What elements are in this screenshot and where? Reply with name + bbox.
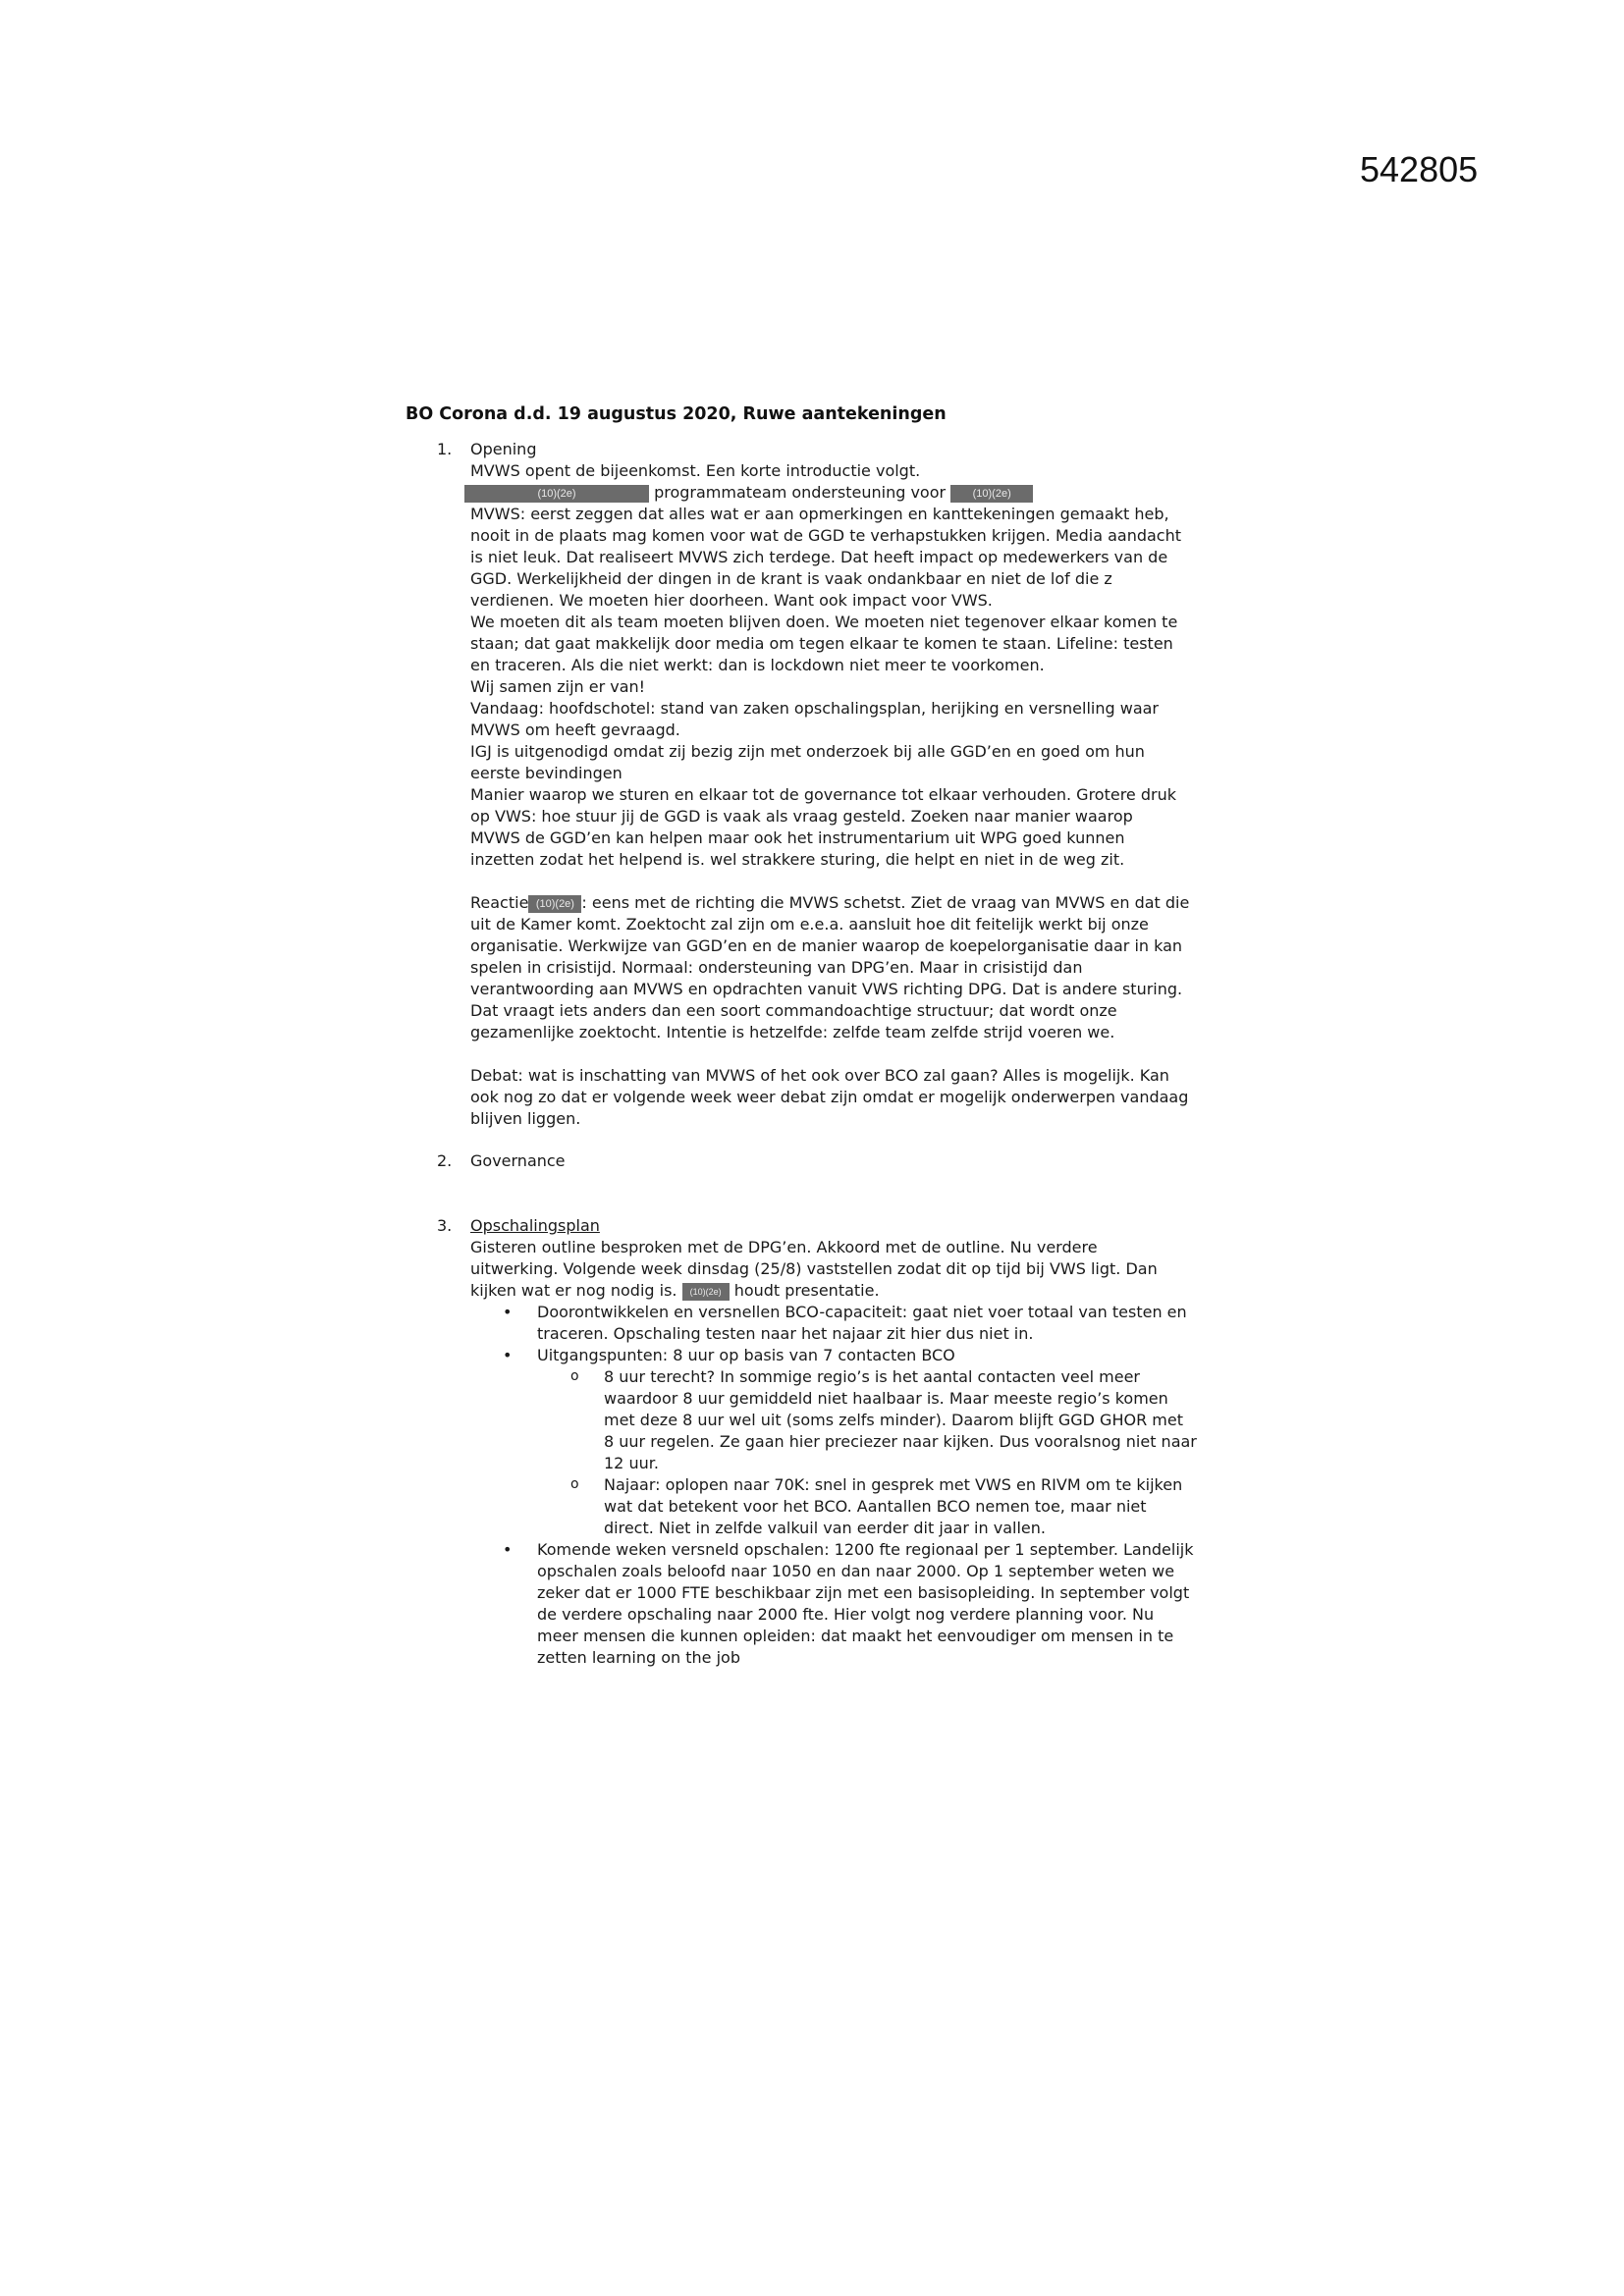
- redacted-line-text: programmateam ondersteuning voor: [654, 483, 947, 502]
- section-title: Opening: [470, 440, 537, 458]
- text-line: traceren. Opschaling testen naar het najaar zit hier dus niet in.: [537, 1324, 1034, 1343]
- text-line: 8 uur regelen. Ze gaan hier preciezer naar kijken. Dus vooralsnog niet naar: [604, 1432, 1197, 1451]
- bullet-item: [470, 1345, 1246, 1539]
- redaction-box: (10)(2e): [528, 895, 581, 913]
- section-title: Governance: [470, 1151, 566, 1170]
- text-line: is niet leuk. Dat realiseert MVWS zich terdege. Dat heeft impact op medewerkers van de: [470, 548, 1168, 566]
- section-body: [470, 1150, 1246, 1172]
- text-line: verantwoording aan MVWS en opdrachten vanuit VWS richting DPG. Dat is andere sturing.: [470, 980, 1183, 998]
- text-line: wat dat betekent voor het BCO. Aantallen BCO nemen toe, maar niet: [604, 1497, 1147, 1516]
- document-title: BO Corona d.d. 19 augustus 2020, Ruwe aantekeningen: [406, 404, 947, 424]
- text-line: Gisteren outline besproken met de DPG’en. Akkoord met de outline. Nu verdere: [470, 1238, 1098, 1256]
- text-line: o Najaar: oplopen naar 70K: snel in gesprek met VWS en RIVM om te kijken: [604, 1475, 1183, 1494]
- redaction-box: (10)(2e): [682, 1283, 730, 1301]
- presentation-text-before: kijken wat er nog nodig is.: [470, 1281, 677, 1300]
- text-line: GGD. Werkelijkheid der dingen in de krant is vaak ondankbaar en niet de lof die z: [470, 569, 1112, 588]
- text-line: organisatie. Werkwijze van GGD’en en de manier waarop de koepelorganisatie daar in kan: [470, 936, 1183, 955]
- paragraph: [470, 460, 1246, 482]
- text-line: waardoor 8 uur gemiddeld niet haalbaar is. Maar meeste regio’s komen: [604, 1389, 1168, 1408]
- text-line: MVWS: eerst zeggen dat alles wat er aan opmerkingen en kanttekeningen gemaakt heb,: [470, 505, 1169, 523]
- reactie-line: [470, 892, 1246, 914]
- paragraph: [470, 1237, 1246, 1280]
- text-line: gezamenlijke zoektocht. Intentie is hetzelfde: zelfde team zelfde strijd voeren we.: [470, 1023, 1115, 1041]
- text-line: Vandaag: hoofdschotel: stand van zaken opschalingsplan, herijking en versnelling waar: [470, 699, 1160, 718]
- text-line: met deze 8 uur wel uit (soms zelfs minder). Daarom blijft GGD GHOR met: [604, 1411, 1183, 1429]
- bullet-item: [470, 1302, 1246, 1345]
- text-line: de verdere opschaling naar 2000 fte. Hier volgt nog verdere planning voor. Nu: [537, 1605, 1155, 1624]
- text-line: 12 uur.: [604, 1454, 659, 1472]
- text-line: • Uitgangspunten: 8 uur op basis van 7 contacten BCO: [537, 1346, 955, 1364]
- section-body: [470, 439, 1246, 1130]
- section-title: Opschalingsplan: [470, 1216, 600, 1235]
- text-line: eerste bevindingen: [470, 764, 623, 782]
- paragraph: [470, 504, 1246, 871]
- text-line: MVWS om heeft gevraagd.: [470, 721, 680, 739]
- reactie-text: : eens met de richting die MVWS schetst. Ziet de vraag van MVWS en dat die: [581, 893, 1190, 912]
- paragraph: [470, 914, 1246, 1043]
- section-body: [470, 1215, 1246, 1669]
- text-line: en traceren. Als die niet werkt: dan is lockdown niet meer te voorkomen.: [470, 656, 1045, 674]
- text-line: inzetten zodat het helpend is. wel strakkere sturing, die helpt en niet in de weg zit.: [470, 850, 1125, 869]
- text-line: spelen in crisistijd. Normaal: ondersteuning van DPG’en. Maar in crisistijd dan: [470, 958, 1083, 977]
- text-line: • Komende weken versneld opschalen: 1200 fte regionaal per 1 september. Landelijk: [537, 1540, 1194, 1559]
- paragraph: [470, 1065, 1246, 1130]
- redaction-box: (10)(2e): [464, 485, 649, 503]
- redacted-line: [470, 482, 1246, 504]
- text-line: Manier waarop we sturen en elkaar tot de governance tot elkaar verhouden. Grotere druk: [470, 785, 1176, 804]
- text-line: meer mensen die kunnen opleiden: dat maakt het eenvoudiger om mensen in te: [537, 1627, 1174, 1645]
- text-line: op VWS: hoe stuur jij de GGD is vaak als vraag gesteld. Zoeken naar manier waarop: [470, 807, 1133, 826]
- bullet-item: [470, 1539, 1246, 1669]
- text-line: uit de Kamer komt. Zoektocht zal zijn om e.e.a. aansluit hoe dit feitelijk werkt bij onze: [470, 915, 1149, 934]
- text-line: Wij samen zijn er van!: [470, 677, 646, 696]
- text-line: zeker dat er 1000 FTE beschikbaar zijn met een basisopleiding. In september volgt: [537, 1583, 1190, 1602]
- text-line: Debat: wat is inschatting van MVWS of het ook over BCO zal gaan? Alles is mogelijk. Kan: [470, 1066, 1169, 1085]
- sub-bullet-item: [537, 1474, 1246, 1539]
- sub-bullet-list: [537, 1366, 1246, 1539]
- text-line: nooit in de plaats mag komen voor wat de GGD te verhapstukken krijgen. Media aandacht: [470, 526, 1182, 545]
- text-line: opschalen zoals beloofd naar 1050 en dan naar 2000. Op 1 september weten we: [537, 1562, 1175, 1580]
- document-number: 542805: [1360, 149, 1479, 189]
- text-line: MVWS opent de bijeenkomst. Een korte introductie volgt.: [470, 461, 921, 480]
- text-line: IGJ is uitgenodigd omdat zij bezig zijn met onderzoek bij alle GGD’en en goed om hun: [470, 742, 1145, 761]
- text-line: direct. Niet in zelfde valkuil van eerder dit jaar in vallen.: [604, 1519, 1046, 1537]
- section-number: 2.: [437, 1151, 453, 1170]
- text-line: blijven liggen.: [470, 1109, 581, 1128]
- presentation-line: [470, 1280, 1246, 1302]
- text-line: verdienen. We moeten hier doorheen. Want ook impact voor VWS.: [470, 591, 993, 610]
- text-line: zetten learning on the job: [537, 1648, 740, 1667]
- text-line: • Doorontwikkelen en versnellen BCO-capaciteit: gaat niet voer totaal van testen en: [537, 1303, 1187, 1321]
- section-number: 3.: [437, 1216, 453, 1235]
- text-line: o 8 uur terecht? In sommige regio’s is het aantal contacten veel meer: [604, 1367, 1140, 1386]
- text-line: Dat vraagt iets anders dan een soort commandoachtige structuur; dat wordt onze: [470, 1001, 1117, 1020]
- section-number: 1.: [437, 440, 453, 458]
- presentation-text-after: houdt presentatie.: [733, 1281, 880, 1300]
- sub-bullet-item: [537, 1366, 1246, 1474]
- redaction-box: (10)(2e): [950, 485, 1033, 503]
- text-line: MVWS de GGD’en kan helpen maar ook het instrumentarium uit WPG goed kunnen: [470, 828, 1125, 847]
- text-line: ook nog zo dat er volgende week weer debat zijn omdat er mogelijk onderwerpen vandaag: [470, 1088, 1189, 1106]
- bullet-list: [470, 1302, 1246, 1669]
- text-line: uitwerking. Volgende week dinsdag (25/8) vaststellen zodat dit op tijd bij VWS ligt. Dan: [470, 1259, 1158, 1278]
- text-line: staan; dat gaat makkelijk door media om tegen elkaar te komen te staan. Lifeline: testen: [470, 634, 1173, 653]
- reactie-prefix: Reactie: [470, 893, 529, 912]
- text-line: We moeten dit als team moeten blijven doen. We moeten niet tegenover elkaar komen te: [470, 613, 1178, 631]
